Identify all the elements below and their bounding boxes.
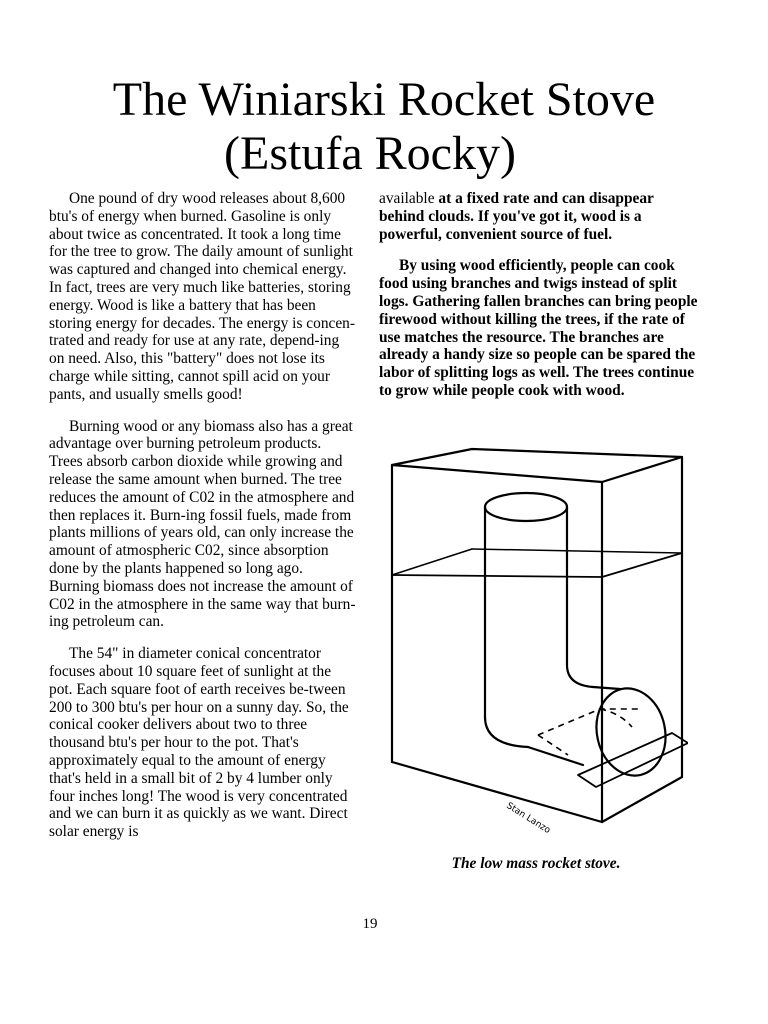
feed-tube-top: [593, 687, 620, 689]
rocket-stove-illustration: [388, 447, 688, 837]
chimney-elbow-outer: [485, 717, 528, 747]
chimney-elbow-inner: [567, 665, 593, 687]
shelf-dashed-outline: [538, 709, 638, 755]
inner-rim-back2: [472, 549, 682, 553]
page-number: 19: [362, 916, 378, 932]
artist-signature: Stan Lanzo: [504, 801, 552, 836]
feed-tube-bottom: [528, 747, 583, 765]
page-title-line-1: The Winiarski Rocket Stove: [112, 73, 656, 126]
paragraph-solar-concentrator: The 54" in diameter conical concentrator focuses about 10 square feet of sunlight at the pot. Each square foot of earth receives be-tween 200 to 300 btu's per hour on a sunny day. So, the conical cooker delivers about two to three thousand btu's per hour to the pot. That's approximately equal to the amount of energy that's held in a small bit of 2 by 4 lumber only four inches long! The wood is very concentrated and we can burn it as quickly as we want. Direct solar energy is: [49, 645, 349, 841]
inner-rim: [392, 553, 682, 577]
inner-rim-back: [392, 549, 472, 575]
paragraph-efficient-wood-use: By using wood efficiently, people can cook food using branches and twigs instead of split logs. Gathering fallen branches can bring people firewood without killing the trees, if the rate of use matches the resource. The branches are already a handy size so people can be spared the labor of splitting logs as well. The trees continue to grow while people cook with wood.: [379, 257, 698, 399]
paragraph-solar-availability: [379, 190, 702, 243]
page-title-line-2: (Estufa Rocky): [224, 127, 516, 180]
paragraph-biomass-co2: Burning wood or any biomass also has a great advantage over burning petroleum products. Trees absorb carbon dioxide while growing and release the same amount when burned. The tree reduces the amount of C02 in the atmosphere and then replaces it. Burn-ing fossil fuels, made from plants millions of years old, can only increase the amount of atmospheric C02, since absorption done by the plants happened so long ago. Burning biomass does not increase the amount of C02 in the atmosphere in the same way that burn-ing petroleum can.: [49, 417, 356, 631]
left-column: [49, 190, 357, 855]
chimney-top-opening: [485, 493, 567, 521]
right-column: [379, 190, 702, 414]
fuel-shelf: [578, 733, 688, 787]
box-bottom-right: [602, 777, 682, 822]
paragraph-bold-rest: at a fixed rate and can disappear behind clouds. If you've got it, wood is a powerful, convenient source of fuel.: [379, 190, 654, 243]
paragraph-plain-start: available: [379, 190, 435, 207]
paragraph-wood-energy: One pound of dry wood releases about 8,600 btu's of energy when burned. Gasoline is only about twice as concentrated. It took a long time for the tree to grow. The daily amount of sunlight was captured and changed into chemical energy. In fact, trees are very much like batteries, storing energy. Wood is like a battery that has been storing energy for decades. The energy is concen-trated and ready for use at any rate, depend-ing on need. Also, this "battery" does not lose its charge while sitting, cannot spill acid on your pants, and usually smells good!: [49, 190, 355, 403]
box-bottom-left: [392, 762, 602, 822]
figure-caption: The low mass rocket stove.: [451, 855, 621, 872]
box-top-face: [392, 449, 682, 482]
shelf-dashed-curve: [600, 709, 632, 727]
